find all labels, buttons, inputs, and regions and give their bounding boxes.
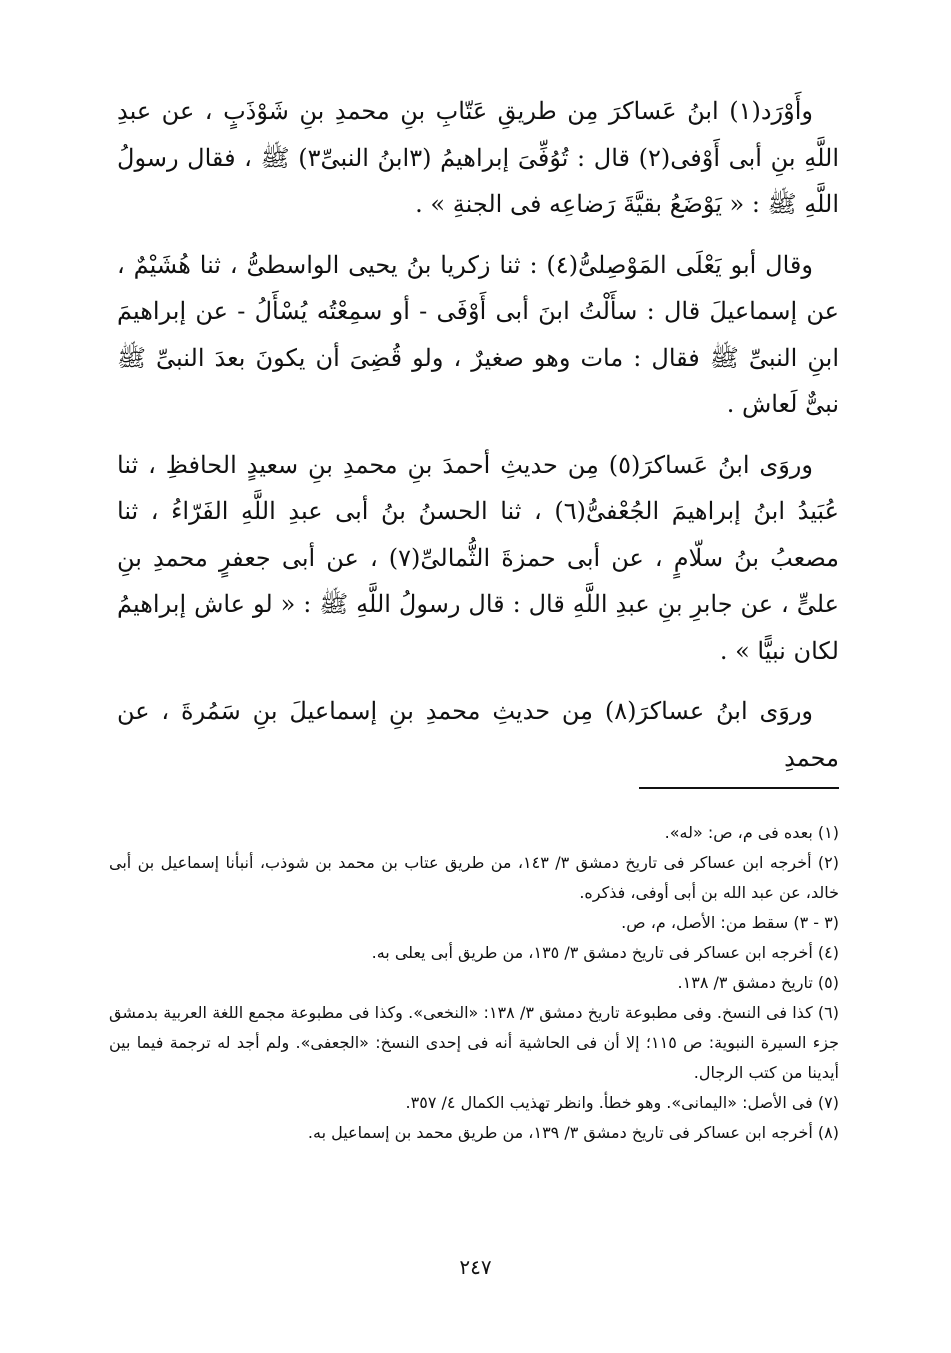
paragraph-3: وروَى ابنُ عَساكرَ(٥) مِن حديثِ أحمدَ بنِ محمدِ بنِ سعيدٍ الحافظِ ، ثنا عُبَيدُ ابنُ إبراهيمَ الجُعْفىُّ(٦) ، ثنا الحسنُ بنُ أبى عبدِ اللَّهِ الفَرّاءُ ، ثنا مصعبُ بنُ سلّامٍ ، عن أبى حمزةَ الثُّمالىِّ(٧) ، عن أبى جعفرٍ محمدِ بنِ علىٍّ ، عن جابرِ بنِ عبدِ اللَّهِ قال : قال رسولُ اللَّهِ ﷺ : « لو عاش إبراهيمُ لكان نبيًّا » .: [117, 450, 839, 665]
footnote-8: (٨) أخرجه ابن عساكر فى تاريخ دمشق ٣/ ١٣٩، من طريق محمد بن إسماعيل به.: [307, 1123, 839, 1142]
paragraph-4: وروَى ابنُ عساكرَ(٨) مِن حديثِ محمدِ بنِ إسماعيلَ بنِ سَمُرةَ ، عن محمدِ: [117, 697, 839, 772]
footnote-5: (٥) تاريخ دمشق ٣/ ١٣٨.: [677, 973, 839, 992]
page-number: ٢٤٧: [459, 1255, 492, 1279]
footnotes-section: [109, 818, 839, 1148]
footnote-3: (٣ - ٣) سقط من: الأصل، م، ص.: [621, 913, 839, 932]
paragraph-1: وأَوْرَد(١) ابنُ عَساكرَ مِن طريقِ عَتّابِ بنِ محمدِ بنِ شَوْذَبٍ ، عن عبدِ اللَّهِ بنِ أبى أَوْفى(٢) قال : تُوُفِّىَ إبراهيمُ (٣ابنُ النبىِّ٣) ﷺ ، فقال رسولُ اللَّهِ ﷺ : « يَوْضَعُ بقيَّةَ رَضاعِه فى الجنةِ » .: [117, 97, 840, 218]
footnote-1: (١) بعده فى م، ص: «له».: [664, 823, 839, 842]
footnote-4: (٤) أخرجه ابن عساكر فى تاريخ دمشق ٣/ ١٣٥، من طريق أبى يعلى به.: [371, 943, 839, 962]
main-text-body: [117, 88, 839, 795]
footnote-divider: [639, 787, 839, 789]
footnote-2: (٢) أخرجه ابن عساكر فى تاريخ دمشق ٣/ ١٤٣، من طريق عتاب بن محمد بن شوذب، أنبأنا إسماعيل بن أبى خالد، عن عبد الله بن أبى أوفى، فذكره.: [109, 853, 840, 902]
footnote-6: (٦) كذا فى النسخ. وفى مطبوعة تاريخ دمشق ٣/ ١٣٨: «النخعى». وكذا فى مطبوعة مجمع اللغة العربية بدمشق جزء السيرة النبوية: ص ١١٥؛ إلا أن فى الحاشية أنه فى إحدى النسخ: «الجعفى». ولم أجد له ترجمة فيما بين أيدينا من كتب الرجال.: [109, 1003, 840, 1082]
footnote-7: (٧) فى الأصل: «اليمانى». وهو خطأ. وانظر تهذيب الكمال ٤/ ٣٥٧.: [405, 1093, 839, 1112]
paragraph-2: وقال أبو يَعْلَى المَوْصِلىُّ(٤) : ثنا زكريا بنُ يحيى الواسطىُّ ، ثنا هُشَيْمٌ ، عن إسماعيلَ قال : سأَلْتُ ابنَ أبى أَوْفَى - أو سمِعْتُه يُسْأَلُ - عن إبراهيمَ ابنِ النبىِّ ﷺ فقال : مات وهو صغيرٌ ، ولو قُضِىَ أن يكونَ بعدَ النبىِّ ﷺ نبىٌّ لَعاش .: [117, 250, 839, 418]
